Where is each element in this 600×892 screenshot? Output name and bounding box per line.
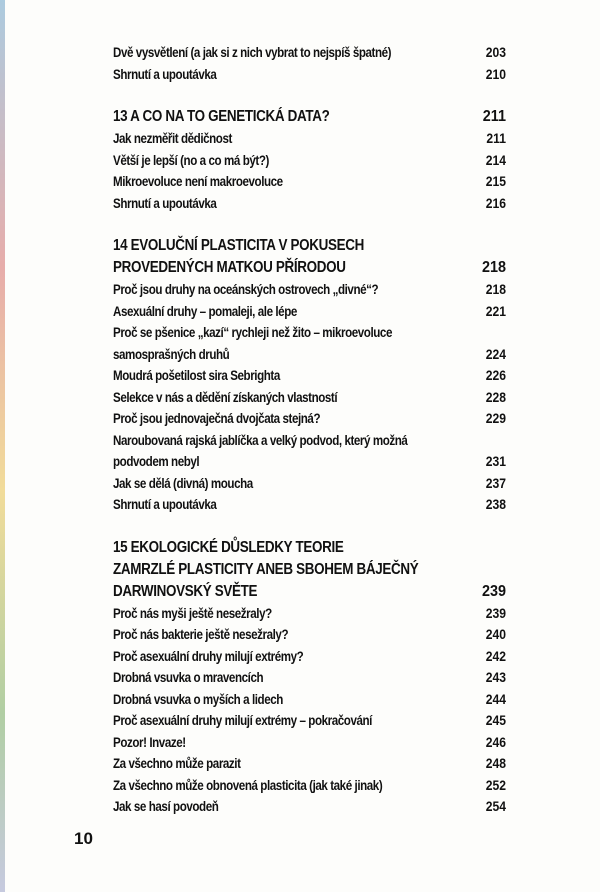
entry-page-number: 224 xyxy=(485,346,506,362)
entry-page-number: 218 xyxy=(485,282,506,297)
entry-title: Selekce v nás a dědění získaných vlastností xyxy=(113,389,338,405)
entry-title: Proč asexuální druhy milují extrémy – pokračování xyxy=(113,713,372,728)
entry-page-number: 221 xyxy=(485,303,506,319)
entry-title: Moudrá pošetilost sira Sebrighta xyxy=(113,368,280,383)
chapter-title: 15 EKOLOGICKÉ DŮSLEDKY TEORIE xyxy=(113,538,344,556)
entry-page-number: 239 xyxy=(481,582,506,600)
toc-entry xyxy=(113,494,506,516)
toc-entry xyxy=(113,301,506,323)
toc-entry xyxy=(113,473,506,495)
entry-title: Větší je lepší (no a co má být?) xyxy=(113,152,269,168)
toc-entry xyxy=(113,387,506,409)
entry-title: Drobná vsuvka o mravencích xyxy=(113,670,264,685)
toc-entry xyxy=(113,775,506,797)
entry-title: Proč nás bakterie ještě nesežraly? xyxy=(113,627,289,642)
entry-title: Proč jsou jednovaječná dvojčata stejná? xyxy=(113,411,321,426)
toc-entry xyxy=(113,796,506,818)
toc-chapter-heading xyxy=(113,235,506,257)
section-gap xyxy=(113,214,506,235)
page-number: 10 xyxy=(74,829,93,848)
entry-title: Dvě vysvětlení (a jak si z nich vybrat to nejspíš špatné) xyxy=(113,45,392,60)
entry-page-number: 243 xyxy=(485,670,506,685)
entry-title: Proč se pšenice „kazí“ rychleji než žito – mikroevoluce xyxy=(113,325,392,340)
entry-title: podvodem nebyl xyxy=(113,454,200,469)
toc-entry xyxy=(113,430,506,452)
toc-entry xyxy=(113,710,506,732)
entry-title: Jak nezměřit dědičnost xyxy=(113,131,232,146)
chapter-title: PROVEDENÝCH MATKOU PŘÍRODOU xyxy=(113,259,346,276)
entry-title: Pozor! Invaze! xyxy=(113,734,186,750)
entry-page-number: 237 xyxy=(485,475,506,491)
entry-page-number: 248 xyxy=(485,756,506,771)
entry-title: Mikroevoluce není makroevoluce xyxy=(113,174,283,189)
section-gap xyxy=(113,85,506,106)
entry-page-number: 245 xyxy=(485,713,506,728)
toc-entry xyxy=(113,689,506,711)
toc-entry xyxy=(113,64,506,86)
toc-entry xyxy=(113,646,506,668)
toc-entry xyxy=(113,128,506,150)
toc-entry xyxy=(113,451,506,473)
toc-entry xyxy=(113,150,506,172)
entry-title: Proč asexuální druhy milují extrémy? xyxy=(113,648,304,664)
section-gap xyxy=(113,516,506,537)
entry-page-number: 210 xyxy=(485,66,506,82)
entry-title: Shrnutí a upoutávka xyxy=(113,497,217,512)
entry-page-number: 215 xyxy=(485,174,506,189)
entry-title: Proč jsou druhy na oceánských ostrovech „divné“? xyxy=(113,282,379,297)
chapter-title: DARWINOVSKÝ SVĚTE xyxy=(113,582,258,600)
entry-page-number: 229 xyxy=(485,411,506,426)
entry-page-number: 242 xyxy=(485,648,506,664)
toc-entry xyxy=(113,732,506,754)
toc-entry xyxy=(113,753,506,775)
toc-entry xyxy=(113,667,506,689)
entry-title: Jak se dělá (divná) moucha xyxy=(113,475,253,491)
entry-page-number: 238 xyxy=(485,497,506,512)
entry-page-number: 214 xyxy=(485,152,506,168)
entry-page-number: 244 xyxy=(485,691,506,707)
entry-title: Za všechno může obnovená plasticita (jak také jinak) xyxy=(113,777,383,793)
entry-title: Shrnutí a upoutávka xyxy=(113,195,217,211)
entry-title: samosprašných druhů xyxy=(113,346,230,362)
toc-chapter-heading xyxy=(113,257,506,279)
toc-chapter-heading xyxy=(113,581,506,603)
entry-page-number: 218 xyxy=(481,259,506,276)
toc-entry xyxy=(113,344,506,366)
chapter-title: ZAMRZLÉ PLASTICITY ANEB SBOHEM BÁJEČNÝ xyxy=(113,560,419,578)
entry-page-number: 246 xyxy=(485,734,506,750)
entry-page-number: 231 xyxy=(485,454,506,469)
entry-page-number: 252 xyxy=(485,777,506,793)
toc-chapter-heading xyxy=(113,537,506,559)
toc-entry xyxy=(113,408,506,430)
toc-entry xyxy=(113,603,506,625)
entry-title: Drobná vsuvka o myších a lidech xyxy=(113,691,283,707)
entry-page-number: 239 xyxy=(485,605,506,621)
entry-page-number: 211 xyxy=(486,131,506,146)
entry-page-number: 211 xyxy=(482,108,506,125)
toc-entry xyxy=(113,42,506,64)
toc-entry xyxy=(113,624,506,646)
entry-page-number: 226 xyxy=(485,368,506,383)
page-edge-strip xyxy=(0,0,5,892)
entry-page-number: 228 xyxy=(485,389,506,405)
toc-entry xyxy=(113,171,506,193)
toc-chapter-heading xyxy=(113,106,506,128)
entry-title: Proč nás myši ještě nesežraly? xyxy=(113,605,272,621)
entry-title: Naroubovaná rajská jablíčka a velký podvod, který možná xyxy=(113,432,408,448)
chapter-title: 14 EVOLUČNÍ PLASTICITA V POKUSECH xyxy=(113,237,365,254)
entry-title: Shrnutí a upoutávka xyxy=(113,66,217,82)
table-of-contents xyxy=(113,42,506,818)
toc-entry xyxy=(113,193,506,215)
entry-title: Jak se hasí povodeň xyxy=(113,799,219,814)
entry-page-number: 254 xyxy=(485,799,506,814)
chapter-title: 13 A CO NA TO GENETICKÁ DATA? xyxy=(113,108,330,125)
toc-entry xyxy=(113,365,506,387)
toc-chapter-heading xyxy=(113,559,506,581)
entry-page-number: 203 xyxy=(485,45,506,60)
entry-title: Asexuální druhy – pomaleji, ale lépe xyxy=(113,303,297,319)
entry-title: Za všechno může parazit xyxy=(113,756,241,771)
toc-entry xyxy=(113,322,506,344)
entry-page-number: 240 xyxy=(485,627,506,642)
toc-entry xyxy=(113,279,506,301)
entry-page-number: 216 xyxy=(485,195,506,211)
